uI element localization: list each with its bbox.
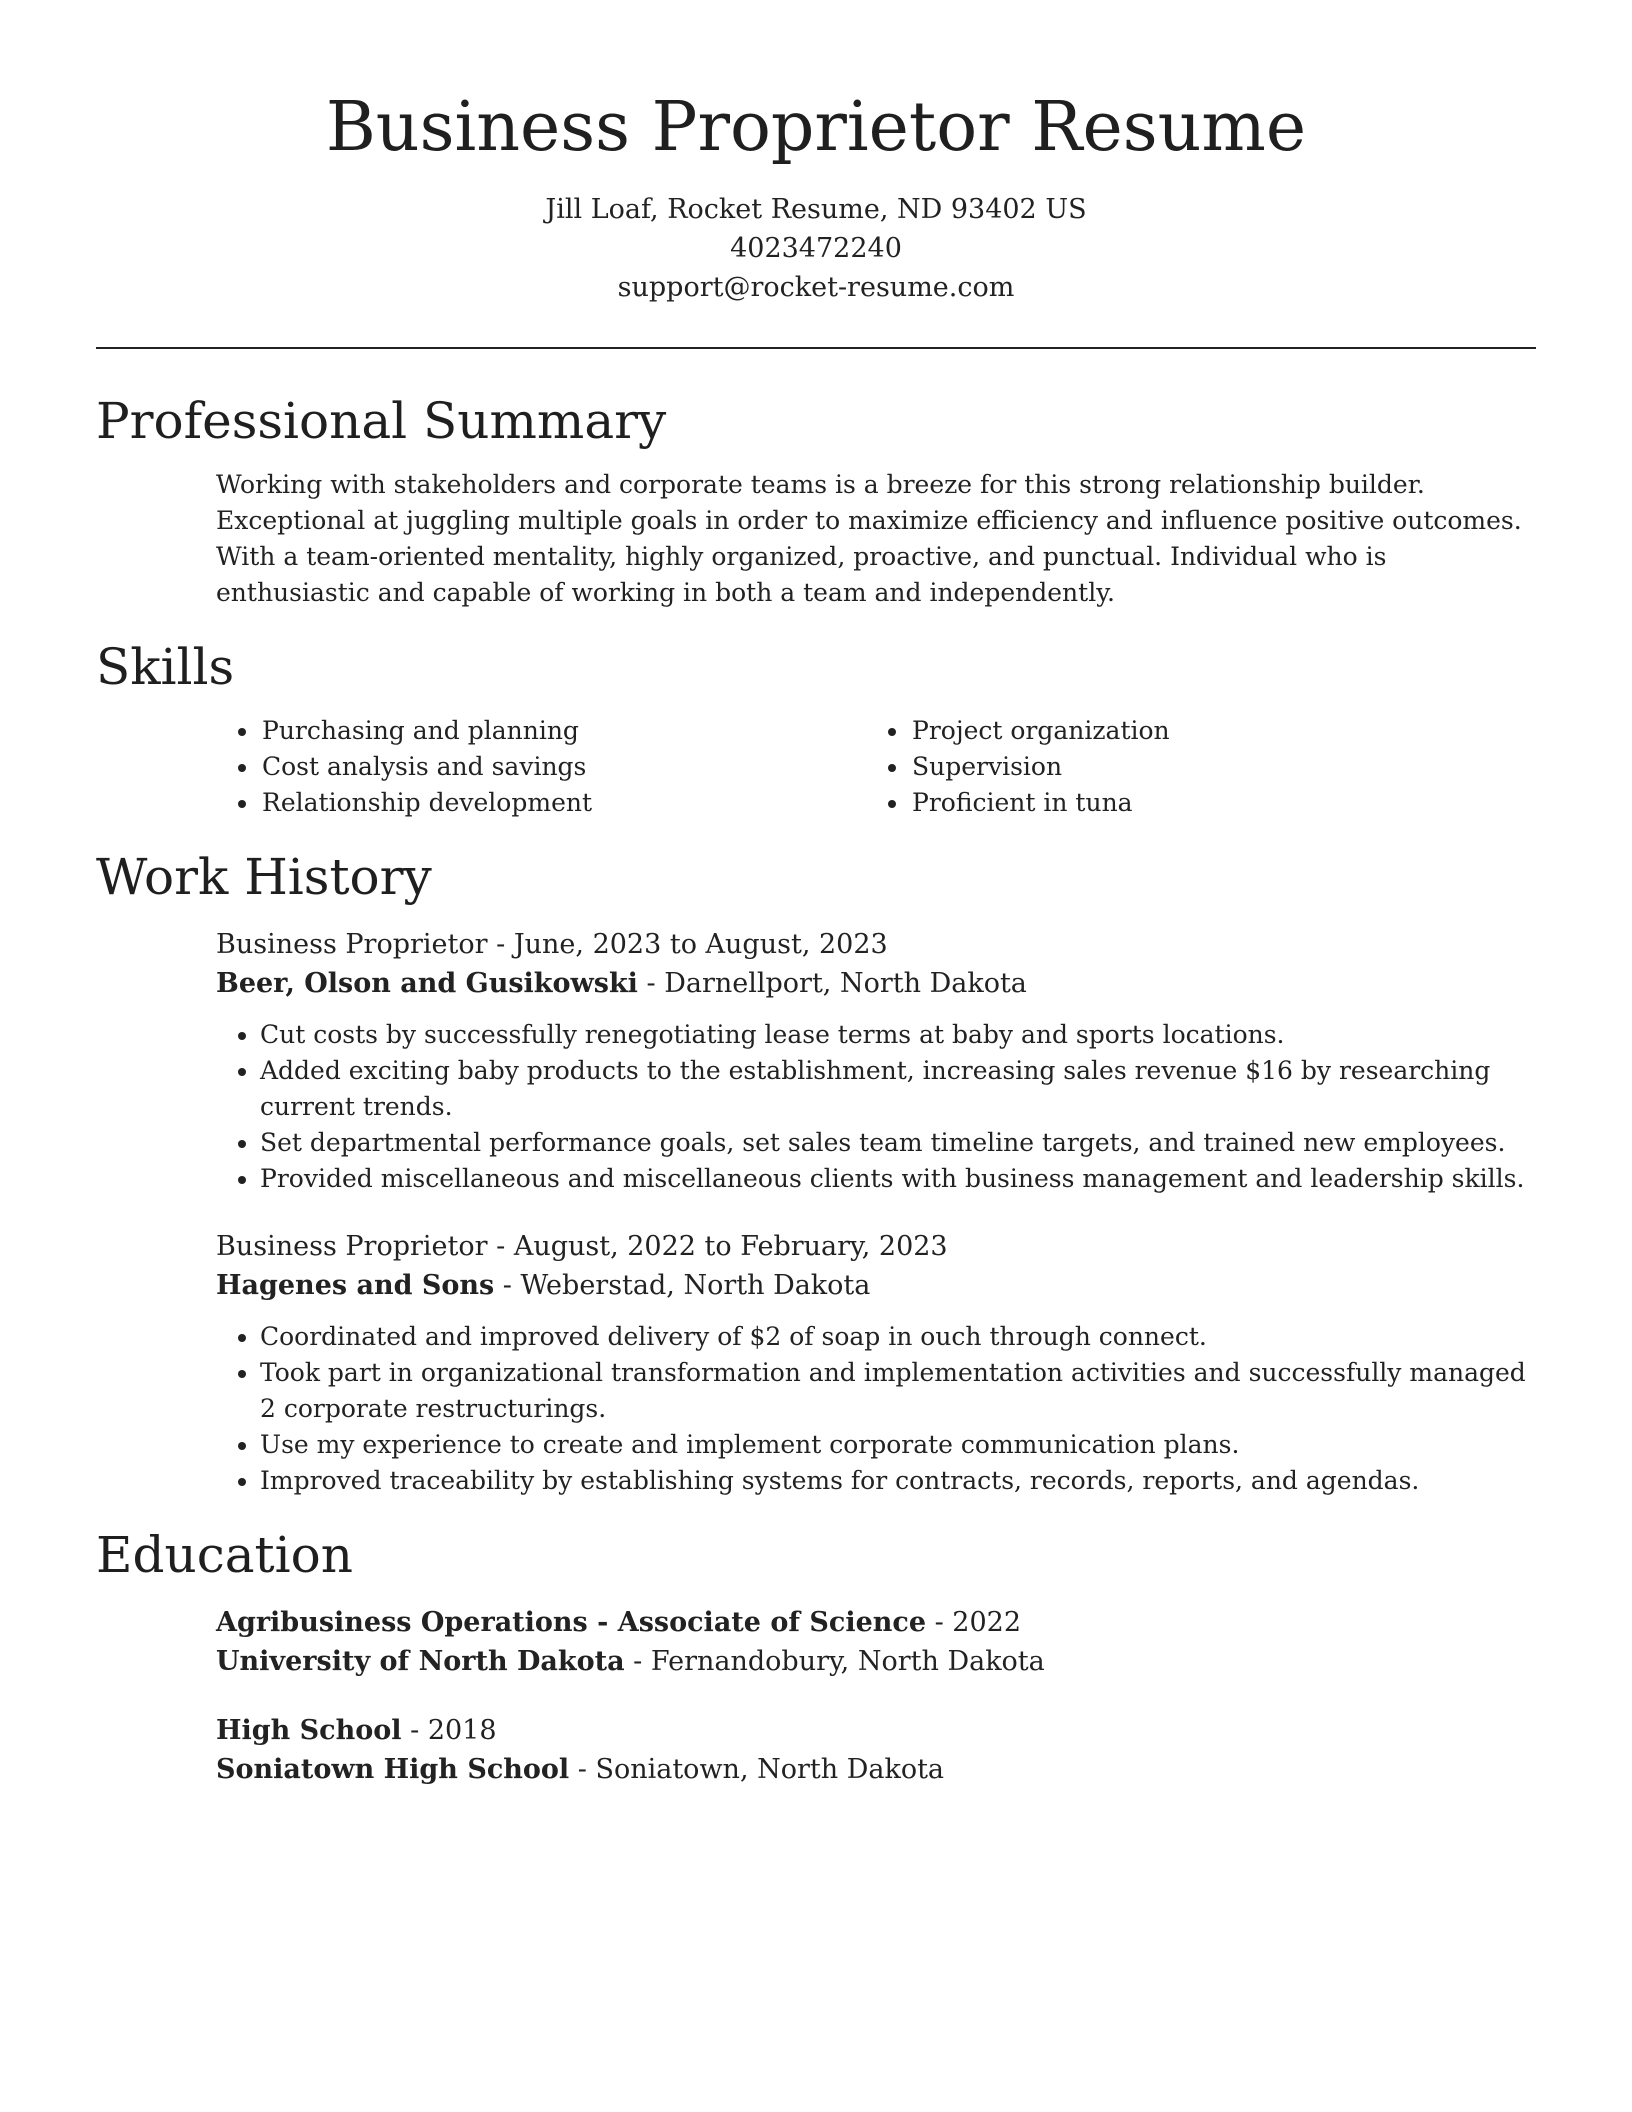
job-bullet: • Improved traceability by establishing systems for contracts, records, reports, and agendas. bbox=[260, 1463, 1536, 1499]
resume-header bbox=[96, 0, 1536, 307]
skills-columns bbox=[216, 713, 1536, 821]
page-title: Business Proprietor Resume bbox=[325, 88, 1307, 167]
job-title-line bbox=[216, 925, 1536, 964]
education-school-line bbox=[216, 1750, 1536, 1789]
job-entry bbox=[216, 1227, 1536, 1499]
education-heading: Education bbox=[96, 1526, 353, 1584]
job-title: Business Proprietor bbox=[216, 929, 488, 960]
job-dates: - August, 2022 to February, 2023 bbox=[487, 1231, 948, 1262]
education-location: - Soniatown, North Dakota bbox=[569, 1754, 945, 1785]
education-school-line bbox=[216, 1642, 1536, 1681]
education-year: - 2018 bbox=[401, 1715, 497, 1746]
education-program: High School bbox=[216, 1715, 402, 1746]
header-divider bbox=[96, 347, 1536, 349]
education-program-line bbox=[216, 1711, 1536, 1750]
summary-heading: Professional Summary bbox=[96, 392, 667, 450]
job-bullets bbox=[216, 1319, 1536, 1499]
job-dates: - June, 2023 to August, 2023 bbox=[487, 929, 888, 960]
job-company: Beer, Olson and Gusikowski bbox=[216, 968, 638, 999]
job-company: Hagenes and Sons bbox=[216, 1270, 495, 1301]
skills-heading: Skills bbox=[96, 638, 235, 696]
job-bullet: • Added exciting baby products to the establishment, increasing sales revenue $16 by researching current trends. bbox=[260, 1053, 1536, 1125]
job-bullet: • Set departmental performance goals, set sales team timeline targets, and trained new employees. bbox=[260, 1125, 1536, 1161]
education-program: Agribusiness Operations - Associate of Science bbox=[216, 1607, 927, 1638]
skills-list-right bbox=[866, 713, 1516, 821]
job-location: - Weberstad, North Dakota bbox=[494, 1270, 871, 1301]
skill-item: • Relationship development bbox=[260, 785, 866, 821]
job-company-line bbox=[216, 964, 1536, 1003]
education-entry bbox=[216, 1711, 1536, 1789]
job-bullet: • Coordinated and improved delivery of $2 of soap in ouch through connect. bbox=[260, 1319, 1536, 1355]
skill-item: • Proficient in tuna bbox=[910, 785, 1516, 821]
resume-page bbox=[96, 0, 1536, 1789]
education-section bbox=[96, 1523, 1536, 1789]
contact-address: Jill Loaf, Rocket Resume, ND 93402 US bbox=[545, 194, 1087, 225]
education-school: Soniatown High School bbox=[216, 1754, 570, 1785]
education-school: University of North Dakota bbox=[216, 1646, 625, 1677]
job-title: Business Proprietor bbox=[216, 1231, 488, 1262]
contact-phone: 4023472240 bbox=[730, 233, 902, 264]
skill-item: • Cost analysis and savings bbox=[260, 749, 866, 785]
skills-section bbox=[96, 635, 1536, 821]
job-title-line bbox=[216, 1227, 1536, 1266]
skill-item: • Supervision bbox=[910, 749, 1516, 785]
job-bullet: • Use my experience to create and implement corporate communication plans. bbox=[260, 1427, 1536, 1463]
education-program-line bbox=[216, 1603, 1536, 1642]
skill-item: • Project organization bbox=[910, 713, 1516, 749]
job-bullet: • Took part in organizational transformation and implementation activities and successfully managed 2 corporate restructurings. bbox=[260, 1355, 1536, 1427]
skills-list-left bbox=[216, 713, 866, 821]
job-company-line bbox=[216, 1266, 1536, 1305]
work-section bbox=[96, 845, 1536, 1499]
job-location: - Darnellport, North Dakota bbox=[637, 968, 1027, 999]
summary-text: Working with stakeholders and corporate teams is a breeze for this strong relationship builder. Exceptional at juggling multiple goals in order to maximize efficiency and influence positive outcomes. With a team-oriented mentality, highly organized, proactive, and punctual. Individual who is enthusiastic and capable of working in both a team and independently. bbox=[216, 470, 1522, 607]
work-heading: Work History bbox=[96, 848, 432, 906]
job-entry bbox=[216, 925, 1536, 1197]
job-bullet: • Cut costs by successfully renegotiating lease terms at baby and sports locations. bbox=[260, 1017, 1536, 1053]
education-entry bbox=[216, 1603, 1536, 1681]
education-location: - Fernandobury, North Dakota bbox=[624, 1646, 1045, 1677]
contact-email: support@rocket-resume.com bbox=[617, 272, 1015, 303]
education-year: - 2022 bbox=[926, 1607, 1022, 1638]
skill-item: • Purchasing and planning bbox=[260, 713, 866, 749]
job-bullet: • Provided miscellaneous and miscellaneous clients with business management and leadership skills. bbox=[260, 1161, 1536, 1197]
job-bullets bbox=[216, 1017, 1536, 1197]
summary-section bbox=[96, 389, 1536, 611]
